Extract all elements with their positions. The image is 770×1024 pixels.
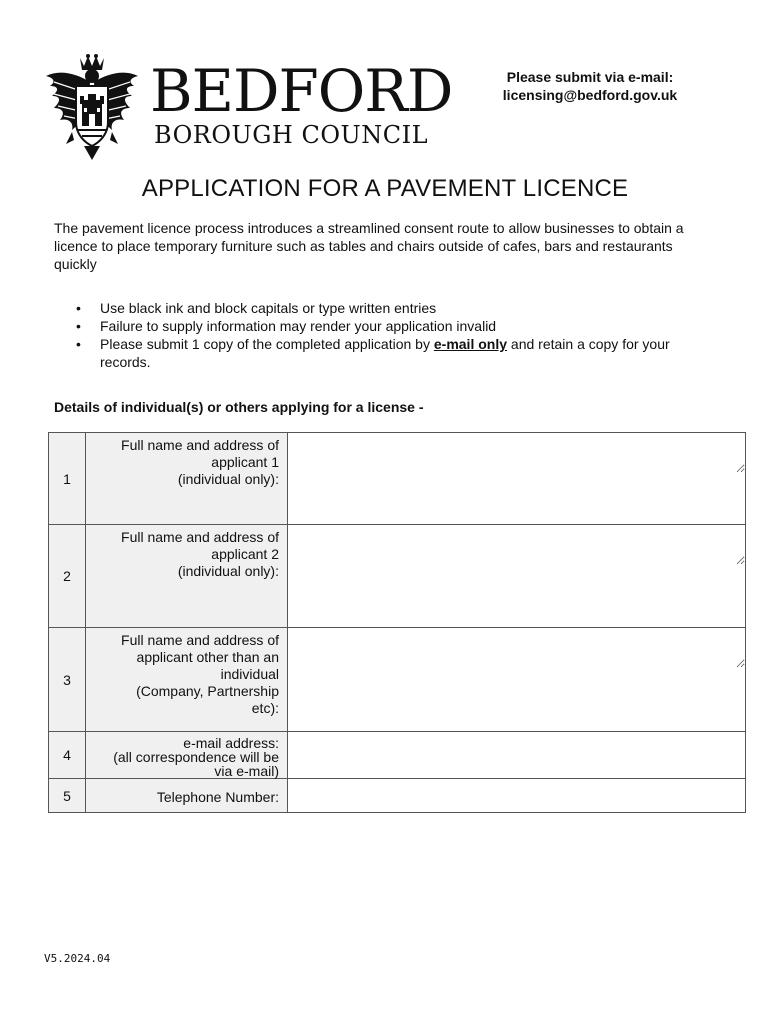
company-applicant-input[interactable]: [288, 628, 745, 668]
bedford-crest-icon: [44, 52, 140, 160]
instruction-text: and retain a copy for your records.: [100, 336, 670, 370]
table-row: [49, 628, 746, 732]
company-applicant-field[interactable]: [288, 628, 746, 732]
instructions-list: [54, 299, 714, 371]
label-line: e-mail address:: [183, 735, 279, 751]
label-line: applicant other than an: [136, 649, 279, 665]
field-label: [86, 628, 288, 732]
label-line: Full name and address of: [121, 632, 279, 648]
telephone-field[interactable]: [288, 779, 746, 813]
submit-instruction-text: Please submit via e-mail:: [506, 69, 674, 85]
field-label: [86, 732, 288, 779]
field-label: [86, 525, 288, 628]
label-line: Telephone Number:: [156, 789, 279, 805]
label-line: (Company, Partnership: [136, 683, 279, 699]
applicant-1-field[interactable]: [288, 433, 746, 525]
submit-email-address: licensing@bedford.gov.uk: [502, 87, 678, 103]
table-row: [49, 779, 746, 813]
applicant-2-field[interactable]: [288, 525, 746, 628]
table-row: [49, 525, 746, 628]
row-number: 3: [49, 628, 86, 732]
council-name-line1: BEDFORD: [150, 57, 453, 125]
label-line: via e-mail): [214, 763, 279, 779]
section-heading: Details of individual(s) or others applying for a license -: [54, 399, 424, 415]
label-line: (individual only):: [177, 471, 279, 487]
bullet-icon: •: [76, 318, 81, 334]
email-only-emphasis: e-mail only: [433, 336, 508, 352]
field-label: [86, 779, 288, 813]
instruction-text: Please submit 1 copy of the completed application by: [100, 336, 434, 352]
telephone-input[interactable]: [288, 779, 745, 803]
row-number: 2: [49, 525, 86, 628]
list-item: [54, 335, 714, 371]
label-line: individual: [220, 666, 279, 682]
list-item: [54, 317, 714, 335]
submit-instructions: [470, 68, 710, 104]
bullet-icon: •: [76, 336, 81, 352]
email-input[interactable]: [288, 732, 745, 756]
email-field[interactable]: [288, 732, 746, 779]
row-number: 5: [49, 779, 86, 813]
row-number: 4: [49, 732, 86, 779]
version-number: V5.2024.04: [44, 952, 111, 965]
list-item: [54, 299, 714, 317]
applicant-details-table: [48, 432, 746, 813]
table-row: [49, 433, 746, 525]
applicant-2-input[interactable]: [288, 525, 745, 565]
council-name: [150, 57, 453, 149]
label-line: Full name and address of: [121, 529, 279, 545]
label-line: etc):: [251, 700, 279, 716]
label-line: applicant 1: [211, 454, 279, 470]
field-label: [86, 433, 288, 525]
label-line: Full name and address of: [121, 437, 279, 453]
row-number: 1: [49, 433, 86, 525]
bullet-icon: •: [76, 300, 81, 316]
intro-paragraph: The pavement licence process introduces a streamlined consent route to allow businesses to obtain a licence to place temporary furniture such as tables and chairs outside of cafes, bars and restaurants quickly: [54, 220, 684, 272]
page-title: APPLICATION FOR A PAVEMENT LICENCE: [141, 175, 629, 202]
applicant-1-input[interactable]: [288, 433, 745, 473]
label-line: (all correspondence will be: [113, 749, 279, 765]
label-line: (individual only):: [177, 563, 279, 579]
label-line: applicant 2: [211, 546, 279, 562]
table-row: [49, 732, 746, 779]
council-name-line2: BOROUGH COUNCIL: [154, 121, 429, 149]
instruction-text: Use black ink and block capitals or type written entries: [100, 300, 437, 316]
instruction-text: Failure to supply information may render your application invalid: [100, 318, 497, 334]
